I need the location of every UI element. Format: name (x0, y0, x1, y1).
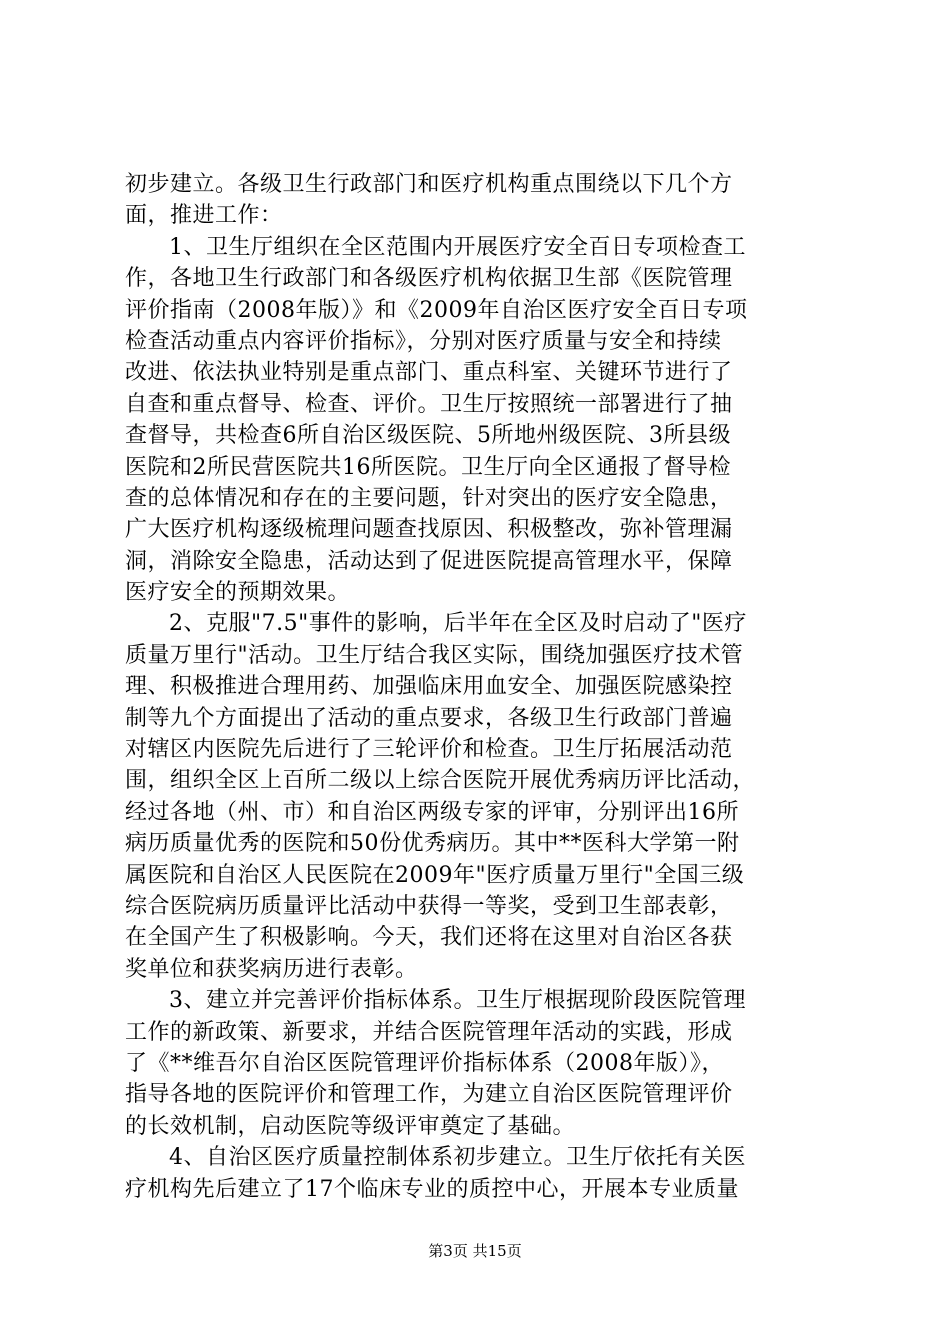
text-line: 指导各地的医院评价和管理工作，为建立自治区医院管理评价 (125, 1082, 733, 1108)
text-line: 3、建立并完善评价指标体系。卫生厅根据现阶段医院管理 (169, 988, 746, 1014)
text-line: 质量万里行"活动。卫生厅结合我区实际，围绕加强医疗技术管 (125, 642, 744, 668)
text-line: 综合医院病历质量评比活动中获得一等奖，受到卫生部表彰， (125, 893, 733, 919)
text-line: 在全国产生了积极影响。今天，我们还将在这里对自治区各获 (125, 925, 733, 951)
text-line: 作，各地卫生行政部门和各级医疗机构依据卫生部《医院管理 (125, 266, 733, 292)
text-line: 医院和2所民营医院共16所医院。卫生厅向全区通报了督导检 (125, 454, 731, 480)
text-line: 属医院和自治区人民医院在2009年"医疗质量万里行"全国三级 (125, 862, 745, 888)
document-body (125, 169, 825, 1205)
text-line: 的长效机制，启动医院等级评审奠定了基础。 (125, 1113, 576, 1139)
text-line: 经过各地（州、市）和自治区两级专家的评审，分别评出16所 (125, 799, 739, 825)
text-line: 病历质量优秀的医院和50份优秀病历。其中**医科大学第一附 (125, 831, 740, 857)
text-line: 改进、依法执业特别是重点部门、重点科室、关键环节进行了 (125, 360, 733, 386)
text-line: 疗机构先后建立了17个临床专业的质控中心，开展本专业质量 (125, 1176, 739, 1202)
page-footer: 第3页 共15页 (428, 1242, 522, 1260)
text-line: 评价指南（2008年版）》和《2009年自治区医疗安全百日专项 (125, 297, 748, 323)
text-line: 4、自治区医疗质量控制体系初步建立。卫生厅依托有关医 (169, 1145, 746, 1171)
text-line: 对辖区内医院先后进行了三轮评价和检查。卫生厅拓展活动范 (125, 737, 733, 763)
text-line: 1、卫生厅组织在全区范围内开展医疗安全百日专项检查工 (169, 234, 746, 260)
text-line: 理、积极推进合理用药、加强临床用血安全、加强医院感染控 (125, 674, 733, 700)
text-line: 检查活动重点内容评价指标》，分别对医疗质量与安全和持续 (125, 328, 722, 354)
text-line: 查的总体情况和存在的主要问题，针对突出的医疗安全隐患， (125, 485, 733, 511)
text-line: 制等九个方面提出了活动的重点要求，各级卫生行政部门普遍 (125, 705, 733, 731)
text-line: 查督导，共检查6所自治区级医院、5所地州级医院、3所县级 (125, 423, 731, 449)
text-line: 初步建立。各级卫生行政部门和医疗机构重点围绕以下几个方 (125, 172, 733, 197)
text-line: 洞，消除安全隐患，活动达到了促进医院提高管理水平，保障 (125, 548, 733, 574)
text-line: 广大医疗机构逐级梳理问题查找原因、积极整改，弥补管理漏 (125, 517, 733, 543)
text-line: 了《**维吾尔自治区医院管理评价指标体系（2008年版）》， (125, 1050, 724, 1076)
text-line: 工作的新政策、新要求，并结合医院管理年活动的实践，形成 (125, 1019, 733, 1045)
text-line: 自查和重点督导、检查、评价。卫生厅按照统一部署进行了抽 (125, 391, 733, 417)
text-line: 面，推进工作： (125, 203, 283, 229)
text-line: 2、克服"7.5"事件的影响，后半年在全区及时启动了"医疗 (169, 611, 747, 637)
text-line: 围，组织全区上百所二级以上综合医院开展优秀病历评比活动， (125, 768, 756, 794)
text-line: 医疗安全的预期效果。 (125, 580, 351, 606)
text-line: 奖单位和获奖病历进行表彰。 (125, 956, 418, 982)
